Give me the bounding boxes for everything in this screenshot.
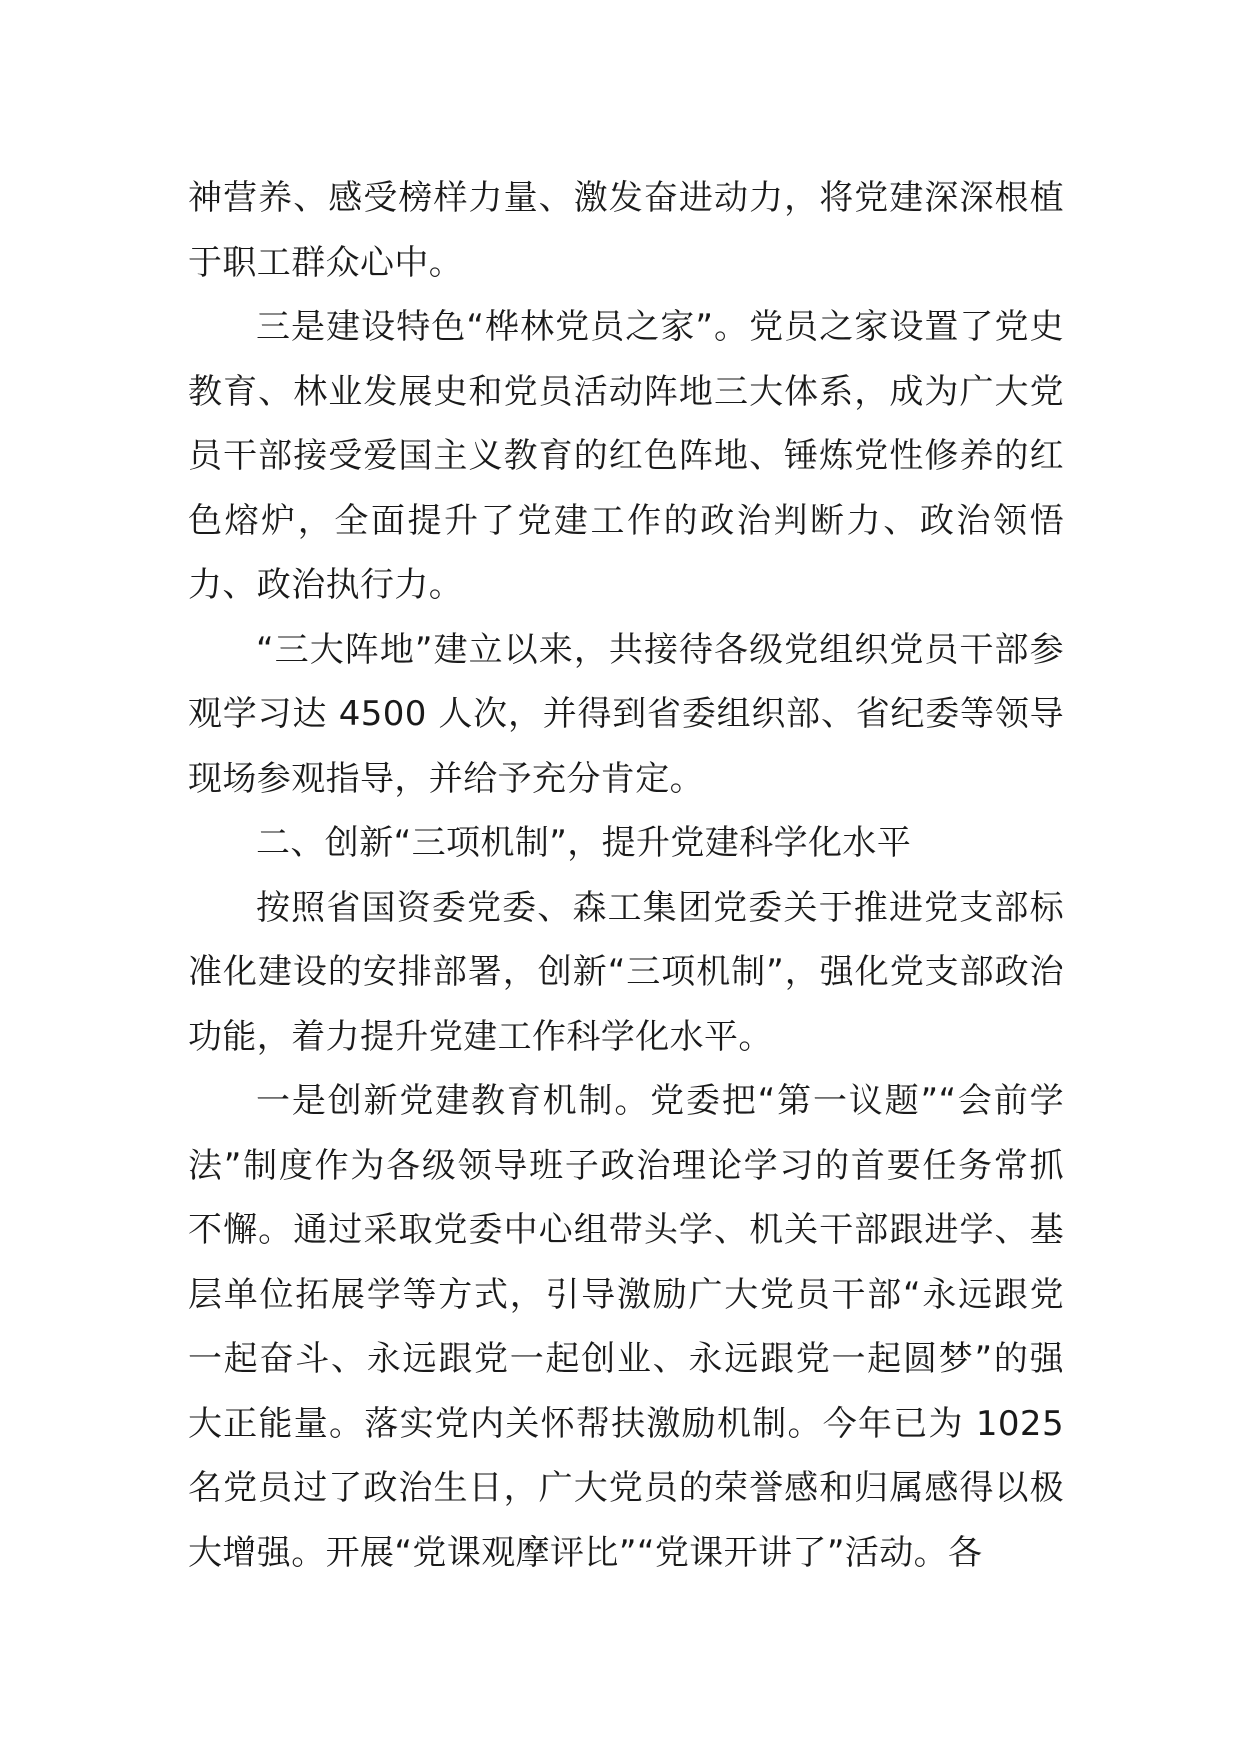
paragraph-party-member-home: 三是建设特色“桦林党员之家”。党员之家设置了党史教育、林业发展史和党员活动阵地三大体系，成为广大党员干部接受爱国主义教育的红色阵地、锤炼党性修养的红色熔炉，全面提升了党建工作的政治判断力、政治领悟力、政治执行力。 [188,307,1064,605]
paragraph-three-positions: “三大阵地”建立以来，共接待各级党组织党员干部参观学习达 4500 人次，并得到省委组织部、省纪委等领导现场参观指导，并给予充分肯定。 [188,629,1064,799]
paragraph-section-intro: 按照省国资委党委、森工集团党委关于推进党支部标准化建设的安排部署，创新“三项机制”，强化党支部政治功能，着力提升党建工作科学化水平。 [188,887,1064,1057]
document-page [188,166,1064,1585]
paragraph-education-mechanism: 一是创新党建教育机制。党委把“第一议题”“会前学法”制度作为各级领导班子政治理论学习的首要任务常抓不懈。通过采取党委中心组带头学、机关干部跟进学、基层单位拓展学等方式，引导激励广大党员干部“永远跟党一起奋斗、永远跟党一起创业、永远跟党一起圆梦”的强大正能量。落实党内关怀帮扶激励机制。今年已为 1025 名党员过了政治生日，广大党员的荣誉感和归属感得以极大增强。开展“党课观摩评比”“党课开讲了”活动。各 [188,1081,1064,1573]
paragraph-continuation: 神营养、感受榜样力量、激发奋进动力，将党建深深根植于职工群众心中。 [188,178,1064,283]
section-heading: 二、创新“三项机制”，提升党建科学化水平 [256,823,912,863]
